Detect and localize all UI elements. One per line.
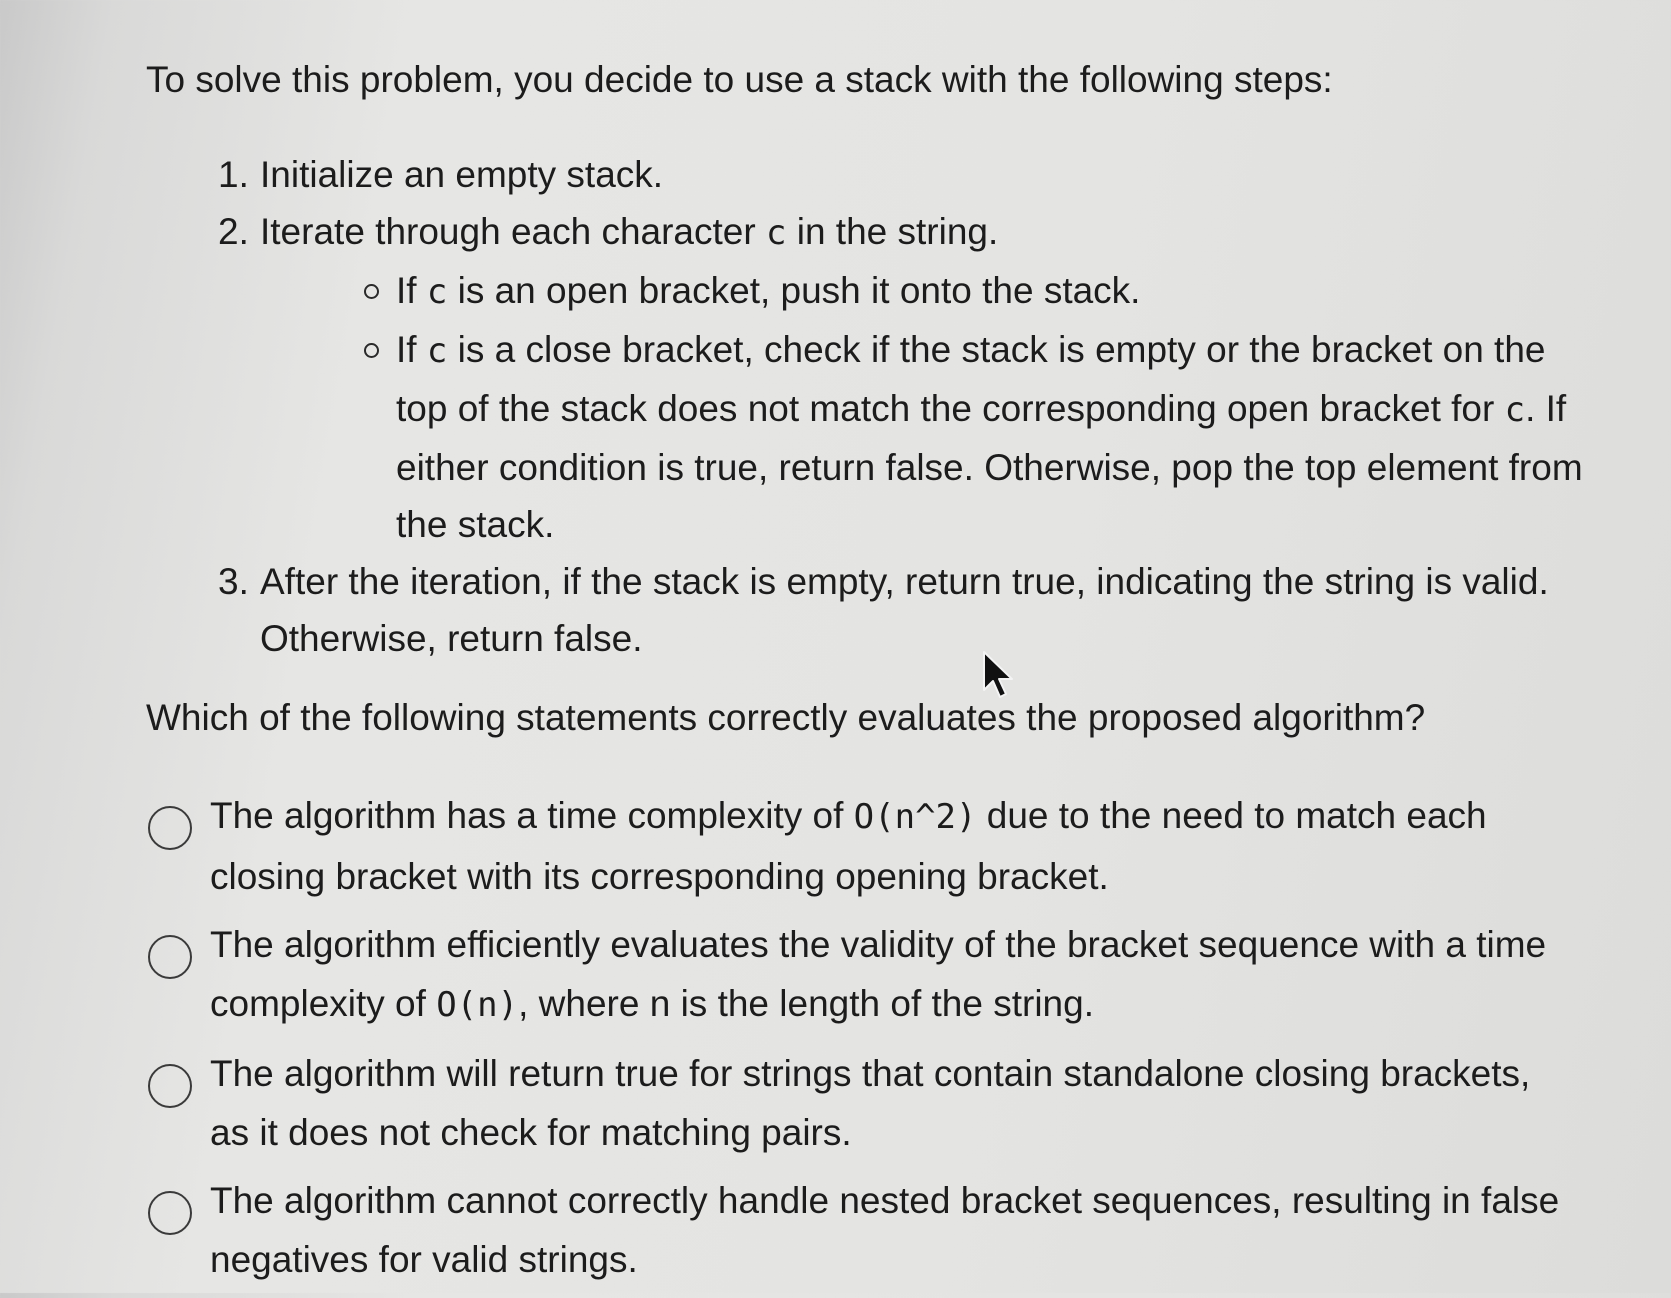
step-number: 2. <box>218 211 249 252</box>
answer-option-4[interactable]: The algorithm cannot correctly handle nested bracket sequences, resulting in false negatives for valid strings. <box>144 1171 1574 1289</box>
code-c: c <box>426 272 448 312</box>
code-c: c <box>426 331 448 371</box>
answer-option-3[interactable]: The algorithm will return true for strings that contain standalone closing brackets, as it does not check for matching pairs. <box>144 1044 1574 1162</box>
step-number: 1. <box>218 154 249 195</box>
step-2 <box>218 203 1600 553</box>
hollow-bullet-icon <box>364 284 379 299</box>
algorithm-steps <box>218 146 1600 667</box>
code-complexity: O(n^2) <box>853 797 977 837</box>
step-text-post: in the string. <box>786 211 999 252</box>
code-complexity: O(n) <box>436 985 519 1025</box>
intro-text: To solve this problem, you decide to use a stack with the following steps: <box>146 59 1333 100</box>
answer-option-2[interactable]: The algorithm efficiently evaluates the validity of the bracket sequence with a time complexity of O(n), where n is the length of the string. <box>144 915 1574 1035</box>
answer-options <box>144 786 1574 1298</box>
substep-close-bracket: If c is a close bracket, check if the stack is empty or the bracket on the top of the stack does not match the corresponding open bracket for c. If either condition is true, return false. Otherwise, pop the top element from the stack. <box>360 321 1606 553</box>
step-3 <box>218 553 1600 667</box>
step-text: Initialize an empty stack. <box>260 154 664 195</box>
answer-option-1[interactable]: The algorithm has a time complexity of O(n^2) due to the need to match each closing bracket with its corresponding opening bracket. <box>144 786 1574 906</box>
radio-button-icon[interactable] <box>148 1064 192 1108</box>
step-1 <box>218 146 1600 203</box>
radio-button-icon[interactable] <box>148 935 192 979</box>
code-c: c <box>1504 390 1526 430</box>
step-text: After the iteration, if the stack is empty, return true, indicating the string is valid. Otherwise, return false. <box>260 561 1549 659</box>
hollow-bullet-icon <box>364 343 379 358</box>
step-text-pre: Iterate through each character <box>260 211 766 252</box>
step-number: 3. <box>218 561 249 602</box>
radio-button-icon[interactable] <box>148 1191 192 1235</box>
substep-open-bracket: If c is an open bracket, push it onto the stack. <box>360 262 1606 321</box>
radio-button-icon[interactable] <box>148 806 192 850</box>
question-text: Which of the following statements correctly evaluates the proposed algorithm? <box>146 697 1426 738</box>
code-c: c <box>765 213 787 253</box>
substep-list <box>360 262 1600 553</box>
mouse-pointer-icon <box>982 650 1016 700</box>
